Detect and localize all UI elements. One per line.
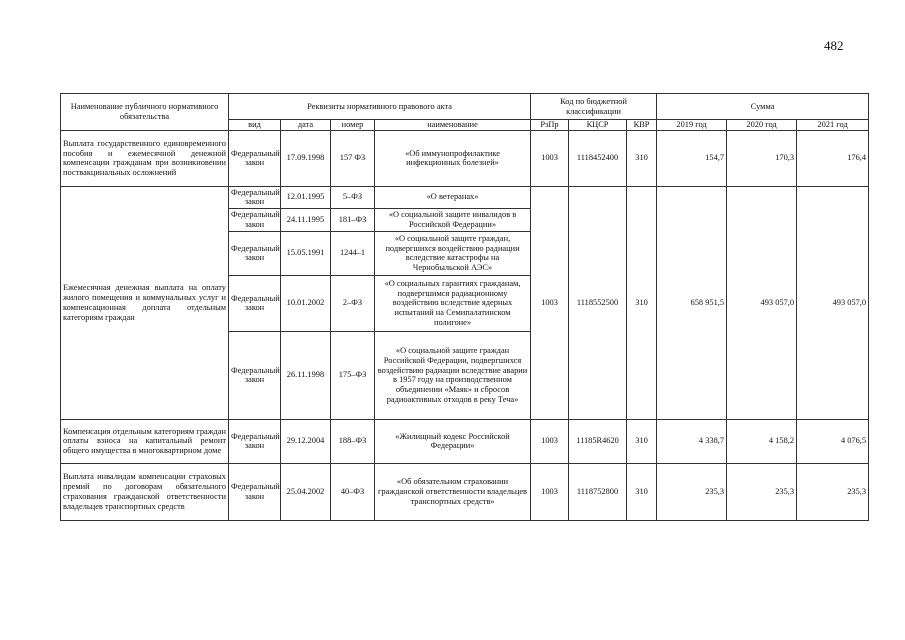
obligation-cell: Компенсация отдельным категориям граждан оплаты взноса на капитальный ремонт общего имущества в многоквартирном доме (61, 419, 229, 463)
act-number: 181–ФЗ (331, 208, 375, 231)
header-act-requisites: Реквизиты нормативного правового акта (229, 94, 531, 120)
act-number: 5–ФЗ (331, 186, 375, 208)
header-number: номер (331, 120, 375, 131)
header-budget-code: Код по бюджетной классификации (531, 94, 657, 120)
amount-2019: 4 338,7 (657, 419, 727, 463)
amount-2019: 658 951,5 (657, 186, 727, 419)
act-kind: Федеральный закон (229, 231, 281, 275)
amount-2019: 154,7 (657, 130, 727, 186)
act-kind: Федеральный закон (229, 419, 281, 463)
kvr-cell: 310 (627, 419, 657, 463)
kvr-cell: 310 (627, 463, 657, 520)
act-name: «О социальной защите инвалидов в Российской Федерации» (375, 208, 531, 231)
rzpr-cell: 1003 (531, 130, 569, 186)
act-kind: Федеральный закон (229, 208, 281, 231)
kvr-cell: 310 (627, 130, 657, 186)
rzpr-cell: 1003 (531, 419, 569, 463)
header-rzpr: РзПр (531, 120, 569, 131)
kcsr-cell: 11185R4620 (569, 419, 627, 463)
act-number: 1244–1 (331, 231, 375, 275)
act-number: 40–ФЗ (331, 463, 375, 520)
act-name: «Об иммунопрофилактике инфекционных болезней» (375, 130, 531, 186)
rzpr-cell: 1003 (531, 186, 569, 419)
act-kind: Федеральный закон (229, 331, 281, 419)
header-obligation: Наименование публичного нормативного обязательства (61, 94, 229, 131)
header-kvr: КВР (627, 120, 657, 131)
act-name: «Об обязательном страховании гражданской ответственности владельцев транспортных средств» (375, 463, 531, 520)
amount-2021: 493 057,0 (797, 186, 869, 419)
act-date: 25.04.2002 (281, 463, 331, 520)
table-row (61, 130, 869, 186)
kcsr-cell: 1118752800 (569, 463, 627, 520)
amount-2021: 4 076,5 (797, 419, 869, 463)
act-number: 157 ФЗ (331, 130, 375, 186)
act-date: 29.12.2004 (281, 419, 331, 463)
kcsr-cell: 1118452400 (569, 130, 627, 186)
amount-2021: 235,3 (797, 463, 869, 520)
amount-2020: 4 158,2 (727, 419, 797, 463)
obligation-cell: Выплата инвалидам компенсации страховых премий по договорам обязательного страхования гражданской ответственности владельцев транспортных средств (61, 463, 229, 520)
amount-2020: 235,3 (727, 463, 797, 520)
header-amount: Сумма (657, 94, 869, 120)
header-kcsr: КЦСР (569, 120, 627, 131)
table-row (61, 186, 869, 208)
amount-2020: 493 057,0 (727, 186, 797, 419)
header-2019: 2019 год (657, 120, 727, 131)
act-kind: Федеральный закон (229, 275, 281, 331)
kvr-cell: 310 (627, 186, 657, 419)
header-2020: 2020 год (727, 120, 797, 131)
kcsr-cell: 1118552500 (569, 186, 627, 419)
act-date: 24.11.1995 (281, 208, 331, 231)
table-row (61, 419, 869, 463)
obligation-cell: Ежемесячная денежная выплата на оплату жилого помещения и коммунальных услуг и компенсационная доплата отдельным категориям граждан (61, 186, 229, 419)
amount-2020: 170,3 (727, 130, 797, 186)
act-name: «Жилищный кодекс Российской Федерации» (375, 419, 531, 463)
header-name: наименование (375, 120, 531, 131)
act-kind: Федеральный закон (229, 130, 281, 186)
header-2021: 2021 год (797, 120, 869, 131)
page-number: 482 (824, 38, 844, 53)
rzpr-cell: 1003 (531, 463, 569, 520)
act-number: 175–ФЗ (331, 331, 375, 419)
header-date: дата (281, 120, 331, 131)
amount-2021: 176,4 (797, 130, 869, 186)
public-obligations-table (60, 93, 869, 521)
act-date: 26.11.1998 (281, 331, 331, 419)
table-row (61, 463, 869, 520)
act-date: 15.05.1991 (281, 231, 331, 275)
amount-2019: 235,3 (657, 463, 727, 520)
header-kind: вид (229, 120, 281, 131)
obligation-cell: Выплата государственного единовременного пособия и ежемесячной денежной компенсации гражданам при возникновении поствакцинальных осложнений (61, 130, 229, 186)
act-kind: Федеральный закон (229, 463, 281, 520)
act-name: «О ветеранах» (375, 186, 531, 208)
act-date: 12.01.1995 (281, 186, 331, 208)
act-date: 10.01.2002 (281, 275, 331, 331)
act-name: «О социальных гарантиях гражданам, подвергшимся радиационному воздействию вследствие ядерных испытаний на Семипалатинском полигоне» (375, 275, 531, 331)
act-name: «О социальной защите граждан Российской Федерации, подвергшихся воздействию радиации вследствие аварии в 1957 году на производственном объединении «Маяк» и сбросов радиоактивных отходов в реку Теча» (375, 331, 531, 419)
act-number: 2–ФЗ (331, 275, 375, 331)
act-number: 188–ФЗ (331, 419, 375, 463)
act-name: «О социальной защите граждан, подвергшихся воздействию радиации вследствие катастрофы на Чернобыльской АЭС» (375, 231, 531, 275)
act-date: 17.09.1998 (281, 130, 331, 186)
act-kind: Федеральный закон (229, 186, 281, 208)
